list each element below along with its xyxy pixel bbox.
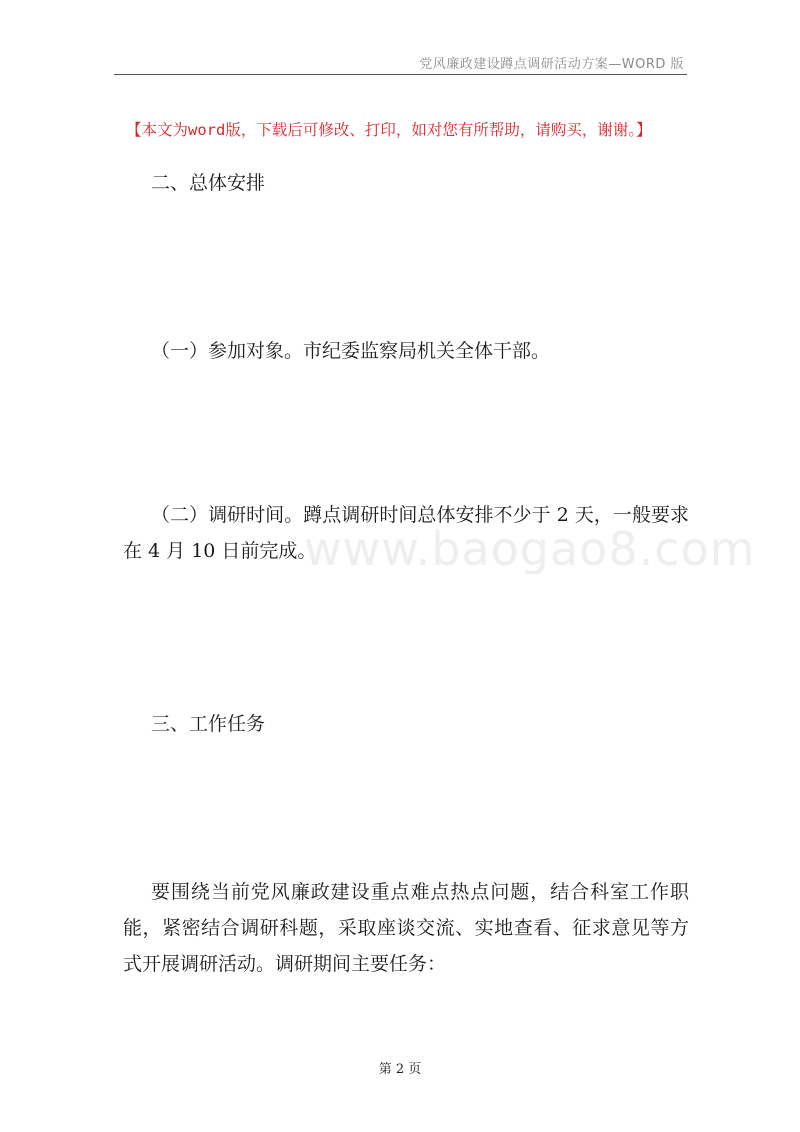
page-number: 第 2 页 — [378, 1062, 422, 1077]
site-watermark: www.baogao8.com — [304, 522, 756, 576]
section-heading-overall-arrangement: 二、总体安排 — [151, 172, 266, 194]
header-divider — [114, 74, 687, 75]
purchase-notice: 【本文为word版，下载后可修改、打印，如对您有所帮助，请购买，谢谢。】 — [126, 121, 652, 139]
section-heading-work-tasks: 三、工作任务 — [151, 713, 266, 735]
paragraph-participants: （一）参加对象。市纪委监察局机关全体干部。 — [151, 340, 551, 362]
paragraph-work-tasks-body: 要围绕当前党风廉政建设重点难点热点问题，结合科室工作职能，紧密结合调研科题，采取座谈交流、实地查看、征求意见等方式开展调研活动。调研期间主要任务： — [123, 881, 689, 975]
paragraph-research-time: （二）调研时间。蹲点调研时间总体安排不少于 2 天，一般要求在 4 月 10 日前完成。 — [123, 504, 689, 562]
running-header: 党风廉政建设蹲点调研活动方案—WORD 版 — [419, 57, 684, 72]
